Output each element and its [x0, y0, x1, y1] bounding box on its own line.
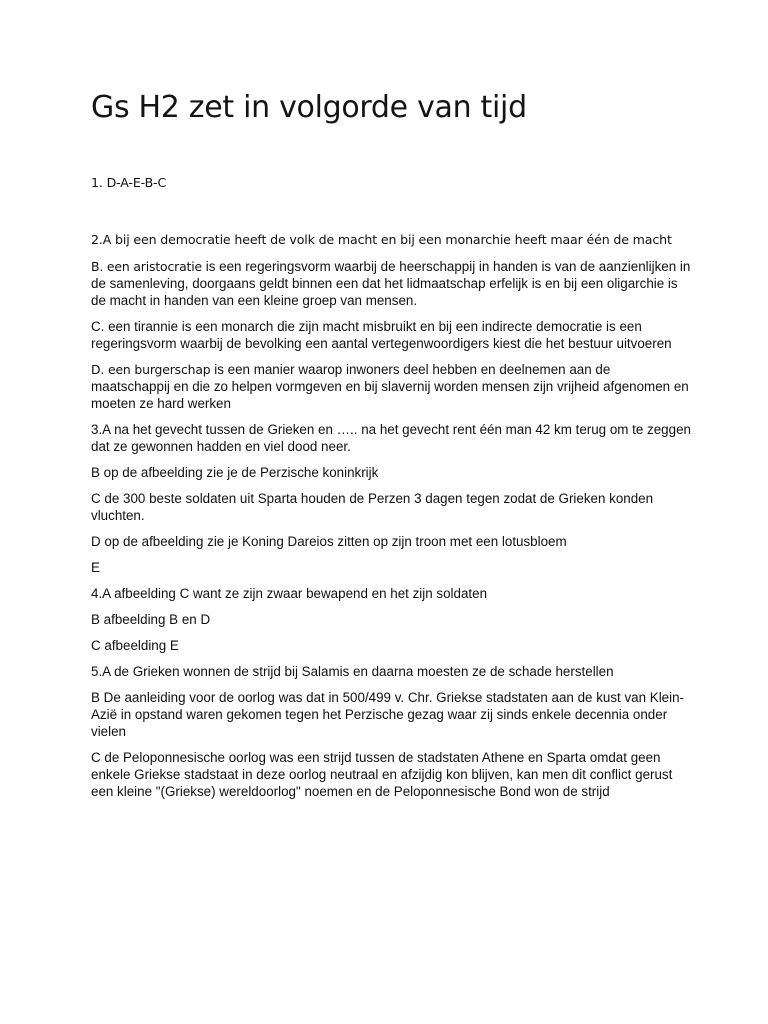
answer-3d: D op de afbeelding zie je Koning Dareios zitten op zijn troon met een lotusbloem [91, 534, 567, 549]
answer-2b [91, 258, 691, 309]
answer-3b: B op de afbeelding zie je de Perzische koninkrijk [91, 465, 379, 480]
answer-4a: 4.A afbeelding C want ze zijn zwaar bewapend en het zijn soldaten [91, 586, 488, 601]
answer-5b: B De aanleiding voor de oorlog was dat in 500/499 v. Chr. Griekse stadstaten aan de kust van Klein-Azië in opstand waren gekomen tegen het Perzische gezag waar zij sinds enkele decennia onder vielen [91, 690, 685, 739]
answer-2b-term: B. een aristocratie [91, 259, 203, 274]
answer-4b: B afbeelding B en D [91, 612, 211, 627]
answer-2d [91, 361, 691, 412]
answer-2c: C. een tirannie is een monarch die zijn macht misbruikt en bij een indirecte democratie is een regeringsvorm waarbij de bevolking een aantal vertegenwoordigers kiest die het bestuur uitvoeren [91, 319, 672, 351]
answer-3e: E [91, 560, 100, 575]
answer-2a: 2.A bij een democratie heeft de volk de macht en bij een monarchie heeft maar één de macht [91, 232, 672, 247]
answers-body [91, 230, 691, 809]
page-title: Gs H2 zet in volgorde van tijd [91, 90, 527, 125]
answer-3c: C de 300 beste soldaten uit Sparta houden de Perzen 3 dagen tegen zodat de Grieken konden vluchten. [91, 491, 654, 523]
answer-5a: 5.A de Grieken wonnen de strijd bij Salamis en daarna moesten ze de schade herstellen [91, 664, 614, 679]
answer-1: 1. D-A-E-B-C [91, 175, 167, 190]
answer-5c: C de Peloponnesische oorlog was een strijd tussen de stadstaten Athene en Sparta omdat geen enkele Griekse stadstaat in deze oorlog neutraal en afzijdig kon blijven, kan men dit conflict gerust een kleine "(Griekse) wereldoorlog" noemen en de Peloponnesische Bond won de strijd [91, 750, 673, 799]
answer-4c: C afbeelding E [91, 638, 179, 653]
answer-2b-text: is een regeringsvorm waarbij de heerschappij in handen is van de aanzienlijken in de samenleving, doorgaans geldt binnen een dat het lidmaatschap erfelijk is en bij een oligarchie is de macht in handen van een kleine groep van mensen. [91, 259, 691, 308]
answer-3a: 3.A na het gevecht tussen de Grieken en ….. na het gevecht rent één man 42 km terug om te zeggen dat ze gewonnen hadden en viel dood neer. [91, 422, 691, 454]
answer-2d-text: is een manier waarop inwoners deel hebben en deelnemen aan de maatschappij en die zo helpen vormgeven en bij slavernij worden mensen zijn vrijheid afgenomen en moeten ze hard werken [91, 362, 689, 411]
answer-2d-term: D. een burgerschap [91, 362, 211, 377]
